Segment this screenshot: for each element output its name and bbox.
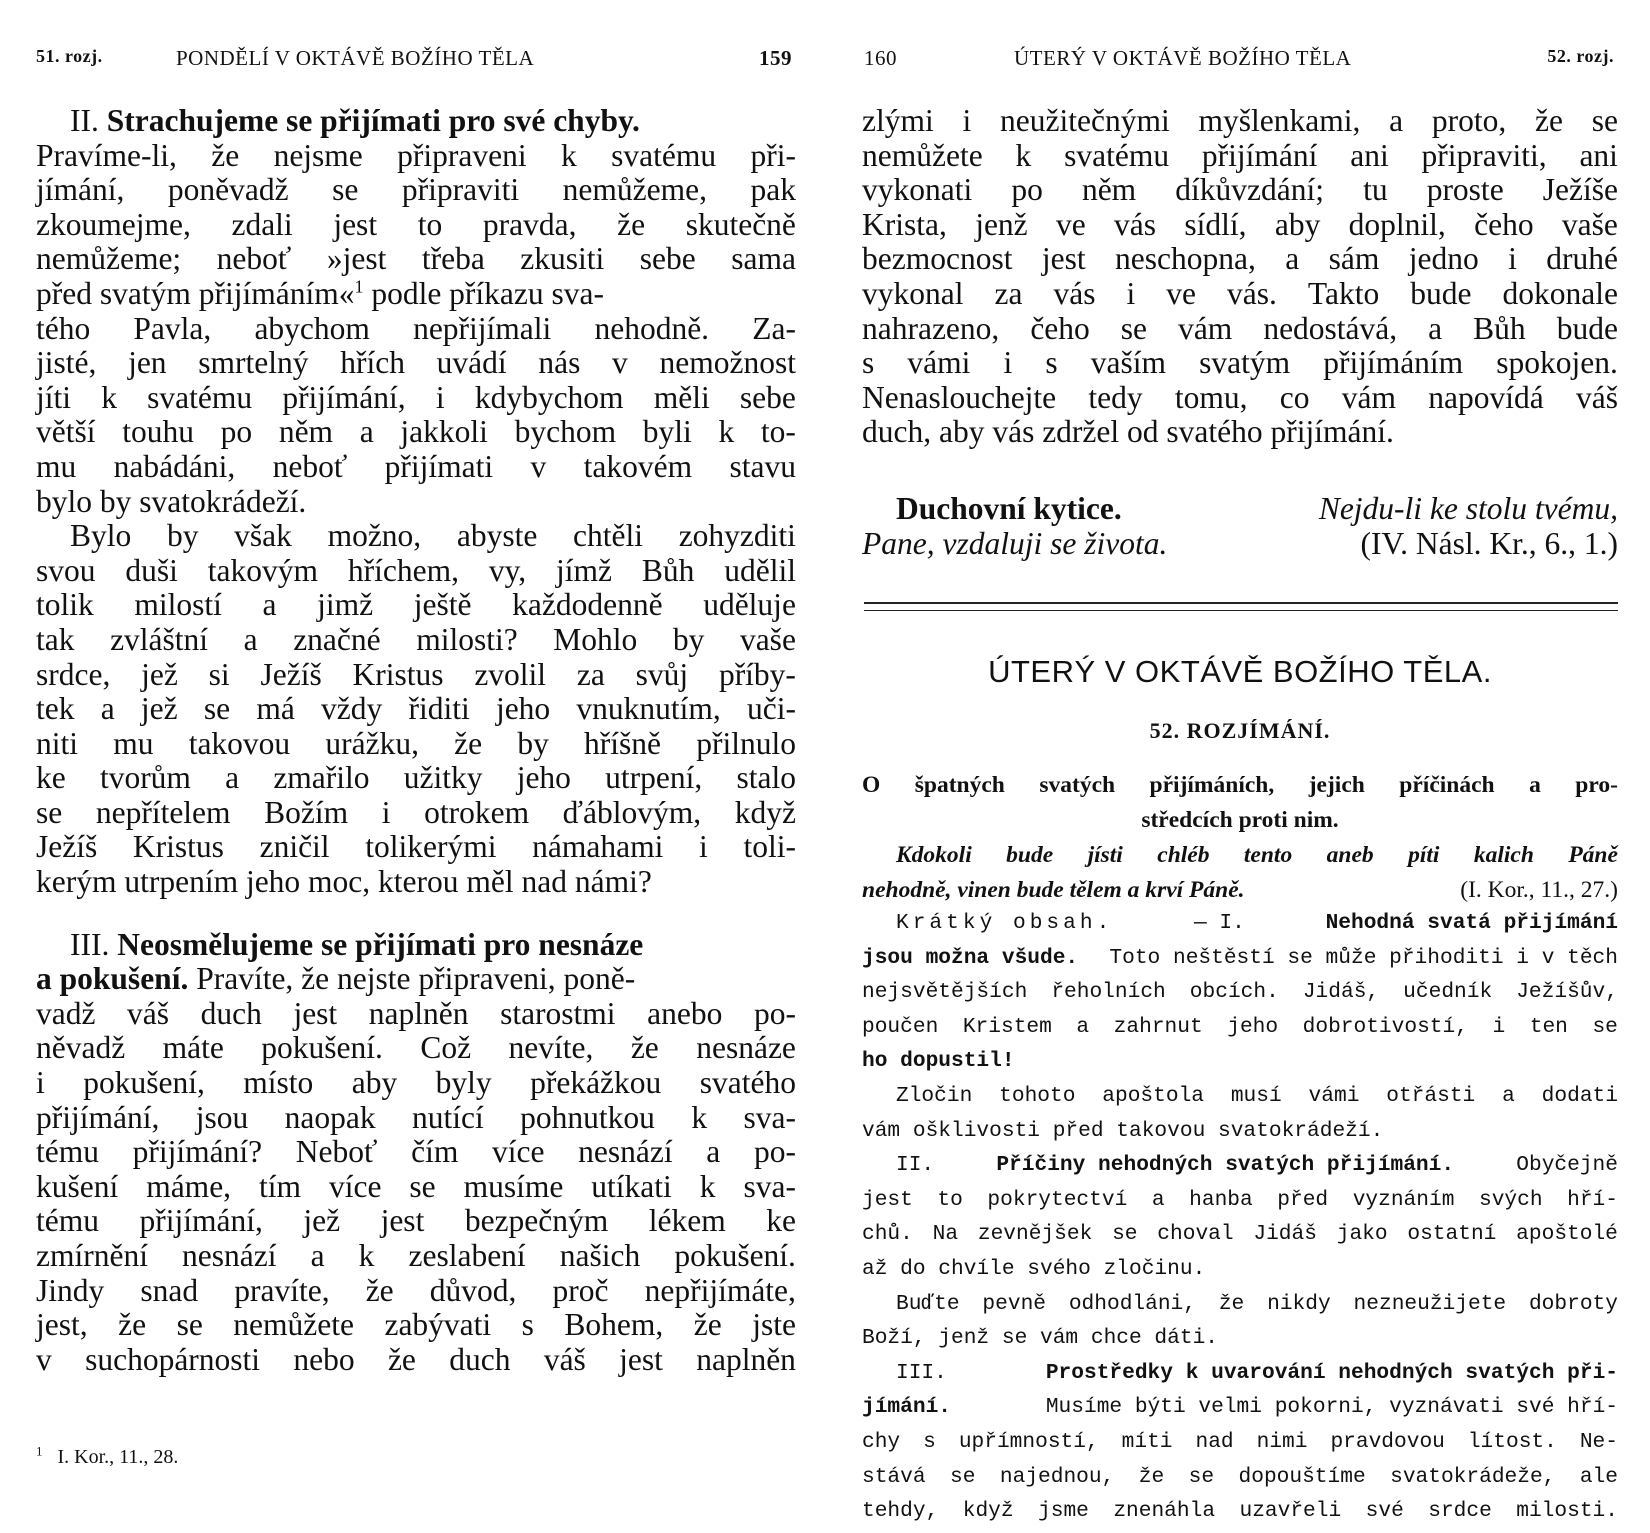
text-line: s vámi i s vaším svatým přijímáním spokojen. [862,345,1618,381]
bouquet-line [862,527,1618,562]
summary-line: Boží, jenž se vám chce dáti. [862,1326,1219,1351]
section-heading: Strachujeme se přijímati pro své chyby. [106,103,640,138]
text-line: jest, že se nemůžete zabývati s Bohem, že jste [36,1307,796,1343]
text-line [36,962,796,997]
summary-text: Musíme býti velmi pokorni, vyznávati své hří- [1045,1395,1618,1420]
page-number: 160 [864,46,897,70]
bouquet-text: Pane, vzdaluji se života. [862,525,1168,561]
text-line: Krista, jenž ve vás sídlí, aby doplnil, čeho vaše [862,206,1618,242]
motto-line [862,877,1618,912]
text-line: jímání, poněvadž se připraviti nemůžeme, pak [36,172,796,208]
spiritual-bouquet [862,492,1618,561]
text-line: Bylo by však možno, abyste chtěli zohyzditi [70,518,796,554]
summary-line [862,1360,1618,1395]
summary-heading: Prostředky k uvarování nehodných svatých při- [1045,1360,1618,1385]
bouquet-label: Duchovní kytice. [896,491,1122,526]
motto-text: nehodně, vinen bude tělem a krví Páně. [862,876,1245,903]
summary-text: — I. [1194,911,1245,935]
summary-line: ho dopustil! [862,1049,1015,1074]
text-fragment: podle příkazu sva- [363,275,604,311]
text-line: ke tvorům a zmařilo užitky jeho utrpení, stalo [36,760,796,796]
text-line: nemůžeme; neboť »jest třeba zkusiti sebe sama [36,241,796,277]
summary-line: až do chvíle svého zločinu. [862,1256,1206,1281]
summary-line: Buďte pevně odhodláni, že nikdy nezneužijete dobroty [896,1291,1618,1316]
footnote-text: I. Kor., 11., 28. [57,1446,179,1468]
section-title: ÚTERÝ V OKTÁVĚ BOŽÍHO TĚLA. [988,654,1492,689]
left-running-header [36,46,796,76]
text-line: duch, aby vás zdržel od svatého přijímání. [862,414,1394,450]
left-body-text [36,104,796,1377]
text-line: tolik milostí a jimž ještě každodenně uděluje [36,587,796,623]
footnote-mark: 1 [354,276,364,297]
summary-line: chy s upřímností, míti nad nimi pravdovou lítost. Ne- [862,1429,1618,1454]
text-line: něvadž máte pokušení. Což nevíte, že nesnáze [36,1030,796,1066]
summary-heading: jímání. [862,1395,952,1420]
running-title: ÚTERÝ V OKTÁVĚ BOŽÍHO TĚLA [1014,46,1352,70]
text-line [36,277,796,312]
motto-reference: (I. Kor., 11., 27.) [1460,876,1618,903]
right-page [862,0,1618,1524]
summary-line: jest to pokrytectví a hanba před vyznáním svých hří- [862,1187,1618,1212]
section-heading: a pokušení. [36,961,189,997]
text-line: svou duši takovým hříchem, vy, jímž Bůh udělil [36,552,796,588]
text-line: tému přijímání? Neboť čím více nesnází a po- [36,1134,796,1170]
summary-text: Obyčejně [1516,1153,1618,1178]
text-line: vykonal za vás i ve vás. Takto bude dokonale [862,275,1618,311]
page-number: 159 [759,46,792,70]
text-line: jisté, jen smrtelný hřích uvádí nás v nemožnost [36,345,796,381]
double-rule [864,610,1618,611]
text-line: přijímání, jsou naopak nutící pohnutkou k sva- [36,1099,796,1135]
text-line: nemůžete k svatému přijímání ani připraviti, ani [862,137,1618,173]
section-number: III. [70,926,118,962]
right-running-header [862,46,1618,76]
text-line: kušení máme, tím více se musíme utíkati k sva- [36,1168,796,1204]
text-line: Ježíš Kristus zničil tolikerými námahami i toli- [36,829,796,865]
text-line: i pokušení, místo aby byly překážkou svatého [36,1065,796,1101]
bouquet-text: Nejdu-li ke stolu tvému, [1318,491,1618,526]
text-line: kerým utrpením jeho moc, kterou měl nad námi? [36,864,652,900]
text-line: zmírnění nesnází a k zeslabení našich pokušení. [36,1238,796,1273]
footnote [36,1443,179,1469]
meditation-theme [862,772,1618,841]
summary-text: III. [896,1360,947,1385]
summary-line: vám ošklivosti před takovou svatokrádeží. [862,1118,1384,1143]
text-line: tého Pavla, abychom nepřijímali nehodně. Za- [36,310,796,346]
text-line: se nepřítelem Božím i otrokem ďáblovým, když [36,794,796,830]
text-line: Pravíme-li, že nejsme připraveni k svatému při- [36,137,796,173]
text-line: Jindy snad pravíte, že důvod, proč nepřijímáte, [36,1272,796,1308]
summary-line [862,1394,1618,1429]
text-line: větší touhu po něm a jakkoli bychom byli k to- [36,414,796,450]
text-line: zlými i neužitečnými myšlenkami, a proto, že se [862,103,1618,138]
text-line: tek a jež se má vždy řiditi jeho vnuknutím, uči- [36,691,796,727]
summary-text: II. [896,1153,935,1178]
text-line: vykonati po něm díkůvzdání; tu proste Ježíše [862,172,1618,208]
motto-line: Kdokoli bude jísti chléb tento aneb píti kalich Páně [896,842,1618,868]
summary-line [862,910,1618,945]
summary-text: Toto neštěstí se může přihoditi i v těch [1109,945,1618,970]
chapter-label: 52. rozj. [1547,46,1614,66]
text-line: bylo by svatokrádeží. [36,483,307,519]
summary-heading: jsou možna všude. [862,945,1079,970]
summary-line: Zločin tohoto apoštola musí vámi otřásti a dodati [896,1083,1618,1108]
summary-line: nejsvětějších řeholních obcích. Jidáš, učedník Ježíšův, [862,980,1618,1005]
summary-line: poučen Kristem a zahrnut jeho dobrotivostí, i ten se [862,1014,1618,1039]
text-line: bezmocnost jest neschopna, a sám jedno i druhé [862,241,1618,277]
text-line: Nenaslouchejte tedy tomu, co vám napovídá váš [862,379,1618,415]
meditation-label: 52. ROZJÍMÁNÍ. [1149,718,1331,743]
text-line: zkoumejme, zdali jest to pravda, že skutečně [36,206,796,242]
bouquet-reference: (IV. Násl. Kr., 6., 1.) [1360,525,1618,561]
summary-label: Krátký obsah. [896,911,1114,935]
text-line [36,928,796,963]
text-line: vadž váš duch jest naplněn starostmi anebo po- [36,995,796,1031]
text-line: niti mu takovou urážku, že by hříšně přilnulo [36,725,796,761]
bouquet-line [862,492,1618,527]
text-line [36,104,796,139]
summary-heading: Nehodná svatá přijímání [1325,911,1618,935]
text-fragment: před svatým přijímáním« [36,275,355,311]
text-line: srdce, jež si Ježíš Kristus zvolil za svůj příby- [36,656,796,692]
summary [862,910,1618,1533]
summary-line [862,1152,1618,1187]
text-line: nahrazeno, čeho se vám nedostává, a Bůh bude [862,310,1618,346]
summary-line [862,945,1618,980]
chapter-label: 51. rozj. [36,46,103,66]
text-line: mu nabádáni, neboť přijímati v takovém stavu [36,448,796,484]
section-heading: Neosmělujeme se přijímati pro nesnáze [117,926,644,962]
summary-line: stává se najednou, že se dopouštíme svatokrádeže, ale [862,1464,1618,1489]
summary-line: tehdy, když jsme znenáhla uzavřeli své srdce milosti. [862,1499,1618,1524]
text-fragment: Pravíte, že nejste připraveni, poně- [188,961,636,997]
summary-heading: Příčiny nehodných svatých přijímání. [996,1153,1455,1178]
footnote-mark: 1 [36,1443,43,1459]
theme-line: středcích proti nim. [1141,806,1339,833]
section-number: II. [70,103,107,138]
double-rule [864,602,1618,604]
left-page [36,0,796,1500]
right-body-text [862,104,1618,450]
summary-line: chů. Na zevnějšek se choval Jidáš jako ostatní apoštolé [862,1222,1618,1247]
theme-line: O špatných svatých přijímáních, jejich příčinách a pro- [862,772,1618,798]
motto [862,842,1618,911]
running-title: PONDĚLÍ V OKTÁVĚ BOŽÍHO TĚLA [176,46,535,70]
text-line: tému přijímání, jež jest bezpečným lékem ke [36,1203,796,1239]
text-line: tak zvláštní a značné milosti? Mohlo by vaše [36,621,796,657]
text-line: v suchopárnosti nebo že duch váš jest naplněn [36,1341,796,1377]
text-line: jíti k svatému přijímání, i kdybychom měli sebe [36,379,796,415]
